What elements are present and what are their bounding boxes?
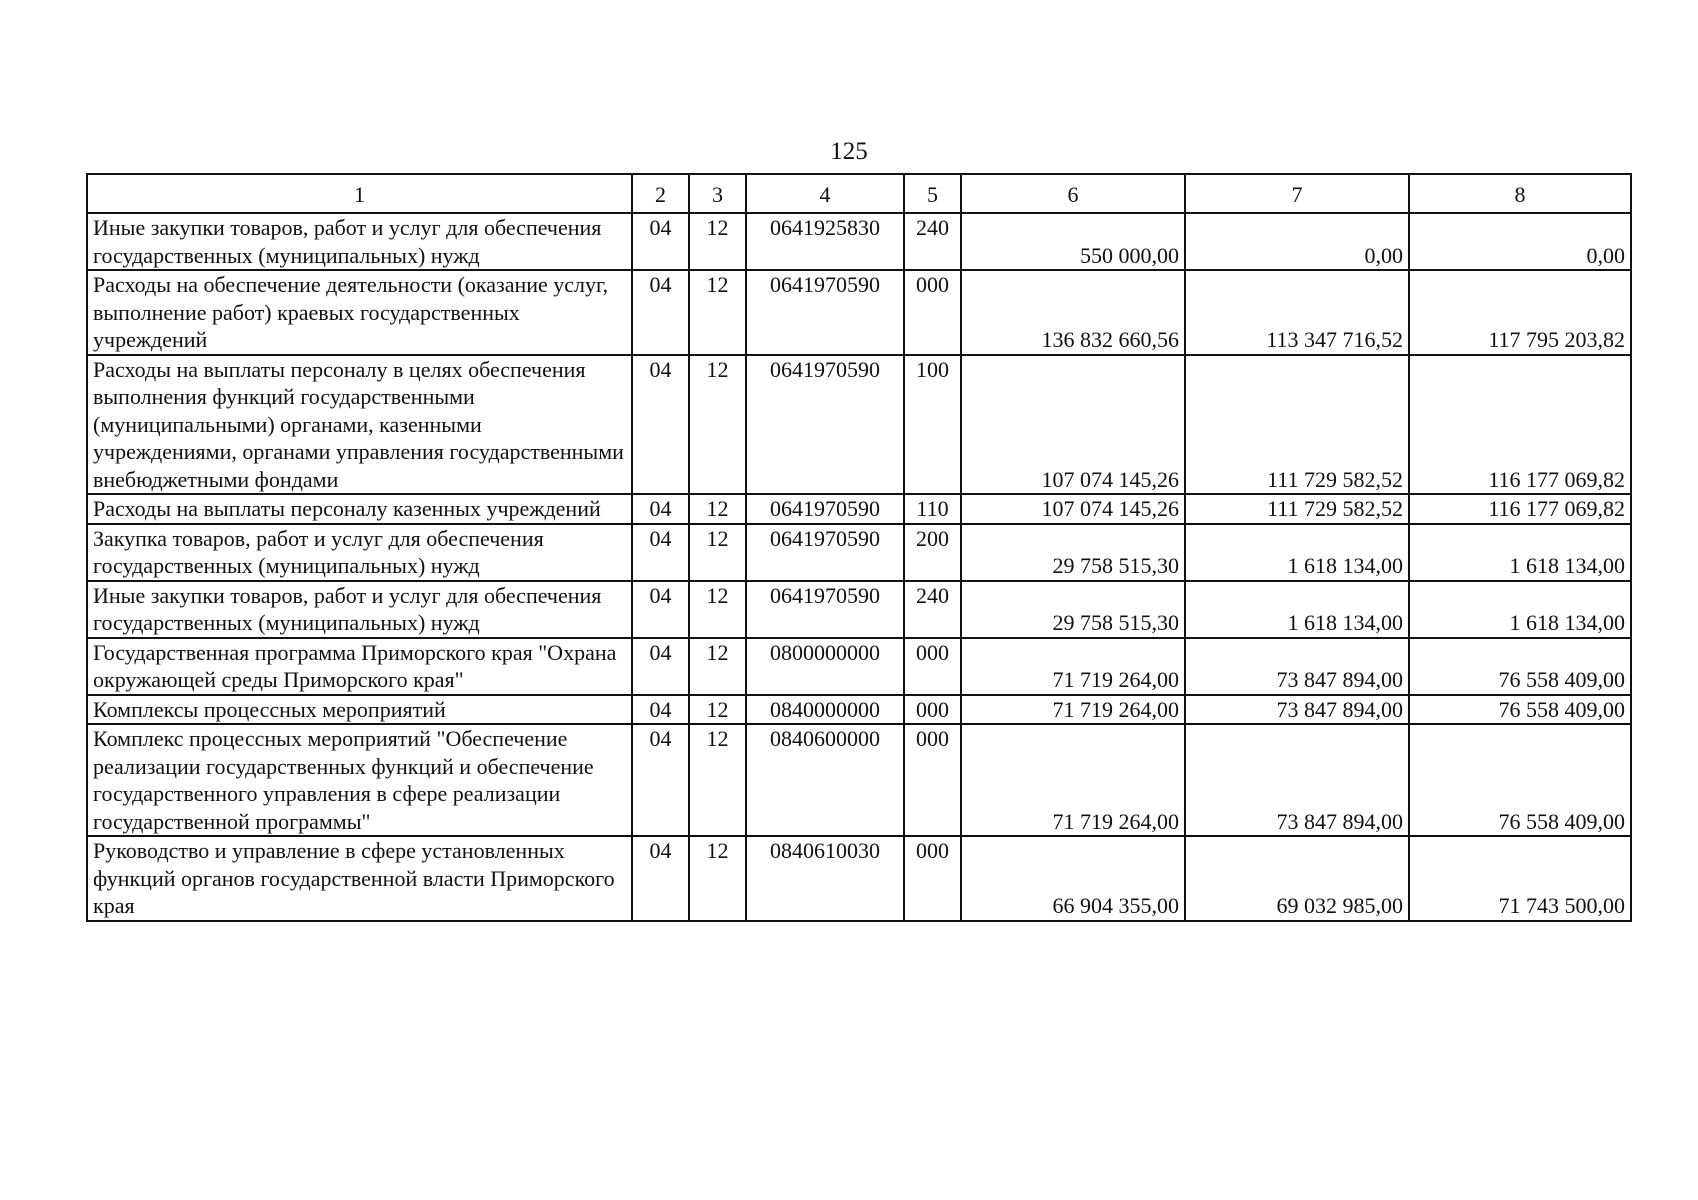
amount-col8: 76 558 409,00 [1409,638,1631,695]
page-number: 125 [830,138,868,165]
section-code: 04 [632,695,689,725]
subsection-code: 12 [689,524,746,581]
expense-type-code: 240 [904,581,961,638]
expense-type-code: 100 [904,355,961,495]
amount-col6: 71 719 264,00 [961,724,1185,836]
amount-col8: 116 177 069,82 [1409,494,1631,524]
section-code: 04 [632,270,689,355]
amount-col6: 66 904 355,00 [961,836,1185,921]
expense-type-code: 000 [904,724,961,836]
table-row [87,695,1631,725]
table-row [87,524,1631,581]
expense-name: Комплекс процессных мероприятий "Обеспечение реализации государственных функций и обеспечение государственного управления в сфере реализации государственной программы" [87,724,632,836]
amount-col6: 29 758 515,30 [961,524,1185,581]
amount-col7: 1 618 134,00 [1185,524,1409,581]
expense-type-code: 110 [904,494,961,524]
amount-col8: 76 558 409,00 [1409,724,1631,836]
amount-col7: 1 618 134,00 [1185,581,1409,638]
expense-name: Расходы на выплаты персоналу казенных учреждений [87,494,632,524]
target-article-code: 0840610030 [746,836,904,921]
amount-col7: 73 847 894,00 [1185,695,1409,725]
subsection-code: 12 [689,836,746,921]
amount-col6: 107 074 145,26 [961,355,1185,495]
subsection-code: 12 [689,581,746,638]
section-code: 04 [632,355,689,495]
section-code: 04 [632,836,689,921]
subsection-code: 12 [689,494,746,524]
expense-name: Закупка товаров, работ и услуг для обеспечения государственных (муниципальных) нужд [87,524,632,581]
expense-name: Комплексы процессных мероприятий [87,695,632,725]
amount-col7: 69 032 985,00 [1185,836,1409,921]
target-article-code: 0800000000 [746,638,904,695]
expense-name: Руководство и управление в сфере установленных функций органов государственной власти Приморского края [87,836,632,921]
amount-col8: 76 558 409,00 [1409,695,1631,725]
amount-col6: 107 074 145,26 [961,494,1185,524]
subsection-code: 12 [689,638,746,695]
target-article-code: 0641970590 [746,494,904,524]
amount-col8: 116 177 069,82 [1409,355,1631,495]
section-code: 04 [632,524,689,581]
header-cell: 7 [1185,174,1409,213]
expense-name: Расходы на обеспечение деятельности (оказание услуг, выполнение работ) краевых государственных учреждений [87,270,632,355]
expense-name: Иные закупки товаров, работ и услуг для обеспечения государственных (муниципальных) нужд [87,213,632,270]
target-article-code: 0641970590 [746,581,904,638]
section-code: 04 [632,724,689,836]
table-row [87,270,1631,355]
amount-col8: 71 743 500,00 [1409,836,1631,921]
amount-col6: 136 832 660,56 [961,270,1185,355]
amount-col8: 1 618 134,00 [1409,581,1631,638]
target-article-code: 0641925830 [746,213,904,270]
header-cell: 4 [746,174,904,213]
target-article-code: 0641970590 [746,355,904,495]
budget-table [86,173,1632,922]
table-row [87,638,1631,695]
table-row [87,213,1631,270]
subsection-code: 12 [689,355,746,495]
expense-name: Расходы на выплаты персоналу в целях обеспечения выполнения функций государственными (муниципальными) органами, казенными учреждениями, органами управления государственными внебюджетными фондами [87,355,632,495]
header-cell: 8 [1409,174,1631,213]
subsection-code: 12 [689,724,746,836]
target-article-code: 0840600000 [746,724,904,836]
expense-type-code: 000 [904,695,961,725]
expense-name: Государственная программа Приморского края "Охрана окружающей среды Приморского края" [87,638,632,695]
section-code: 04 [632,213,689,270]
amount-col8: 117 795 203,82 [1409,270,1631,355]
amount-col7: 73 847 894,00 [1185,724,1409,836]
amount-col7: 111 729 582,52 [1185,494,1409,524]
expense-type-code: 000 [904,270,961,355]
amount-col8: 1 618 134,00 [1409,524,1631,581]
expense-type-code: 000 [904,638,961,695]
target-article-code: 0840000000 [746,695,904,725]
section-code: 04 [632,638,689,695]
header-cell: 1 [87,174,632,213]
table-header-row [87,174,1631,213]
section-code: 04 [632,581,689,638]
table-row [87,724,1631,836]
expense-type-code: 240 [904,213,961,270]
header-cell: 2 [632,174,689,213]
amount-col7: 0,00 [1185,213,1409,270]
subsection-code: 12 [689,695,746,725]
expense-name: Иные закупки товаров, работ и услуг для обеспечения государственных (муниципальных) нужд [87,581,632,638]
table-row [87,581,1631,638]
expense-type-code: 200 [904,524,961,581]
section-code: 04 [632,494,689,524]
table-row [87,836,1631,921]
table-row [87,355,1631,495]
header-cell: 6 [961,174,1185,213]
amount-col7: 113 347 716,52 [1185,270,1409,355]
target-article-code: 0641970590 [746,524,904,581]
table-row [87,494,1631,524]
header-cell: 5 [904,174,961,213]
expense-type-code: 000 [904,836,961,921]
amount-col7: 73 847 894,00 [1185,638,1409,695]
target-article-code: 0641970590 [746,270,904,355]
amount-col6: 550 000,00 [961,213,1185,270]
subsection-code: 12 [689,213,746,270]
amount-col7: 111 729 582,52 [1185,355,1409,495]
amount-col6: 71 719 264,00 [961,695,1185,725]
header-cell: 3 [689,174,746,213]
amount-col6: 29 758 515,30 [961,581,1185,638]
subsection-code: 12 [689,270,746,355]
amount-col8: 0,00 [1409,213,1631,270]
amount-col6: 71 719 264,00 [961,638,1185,695]
